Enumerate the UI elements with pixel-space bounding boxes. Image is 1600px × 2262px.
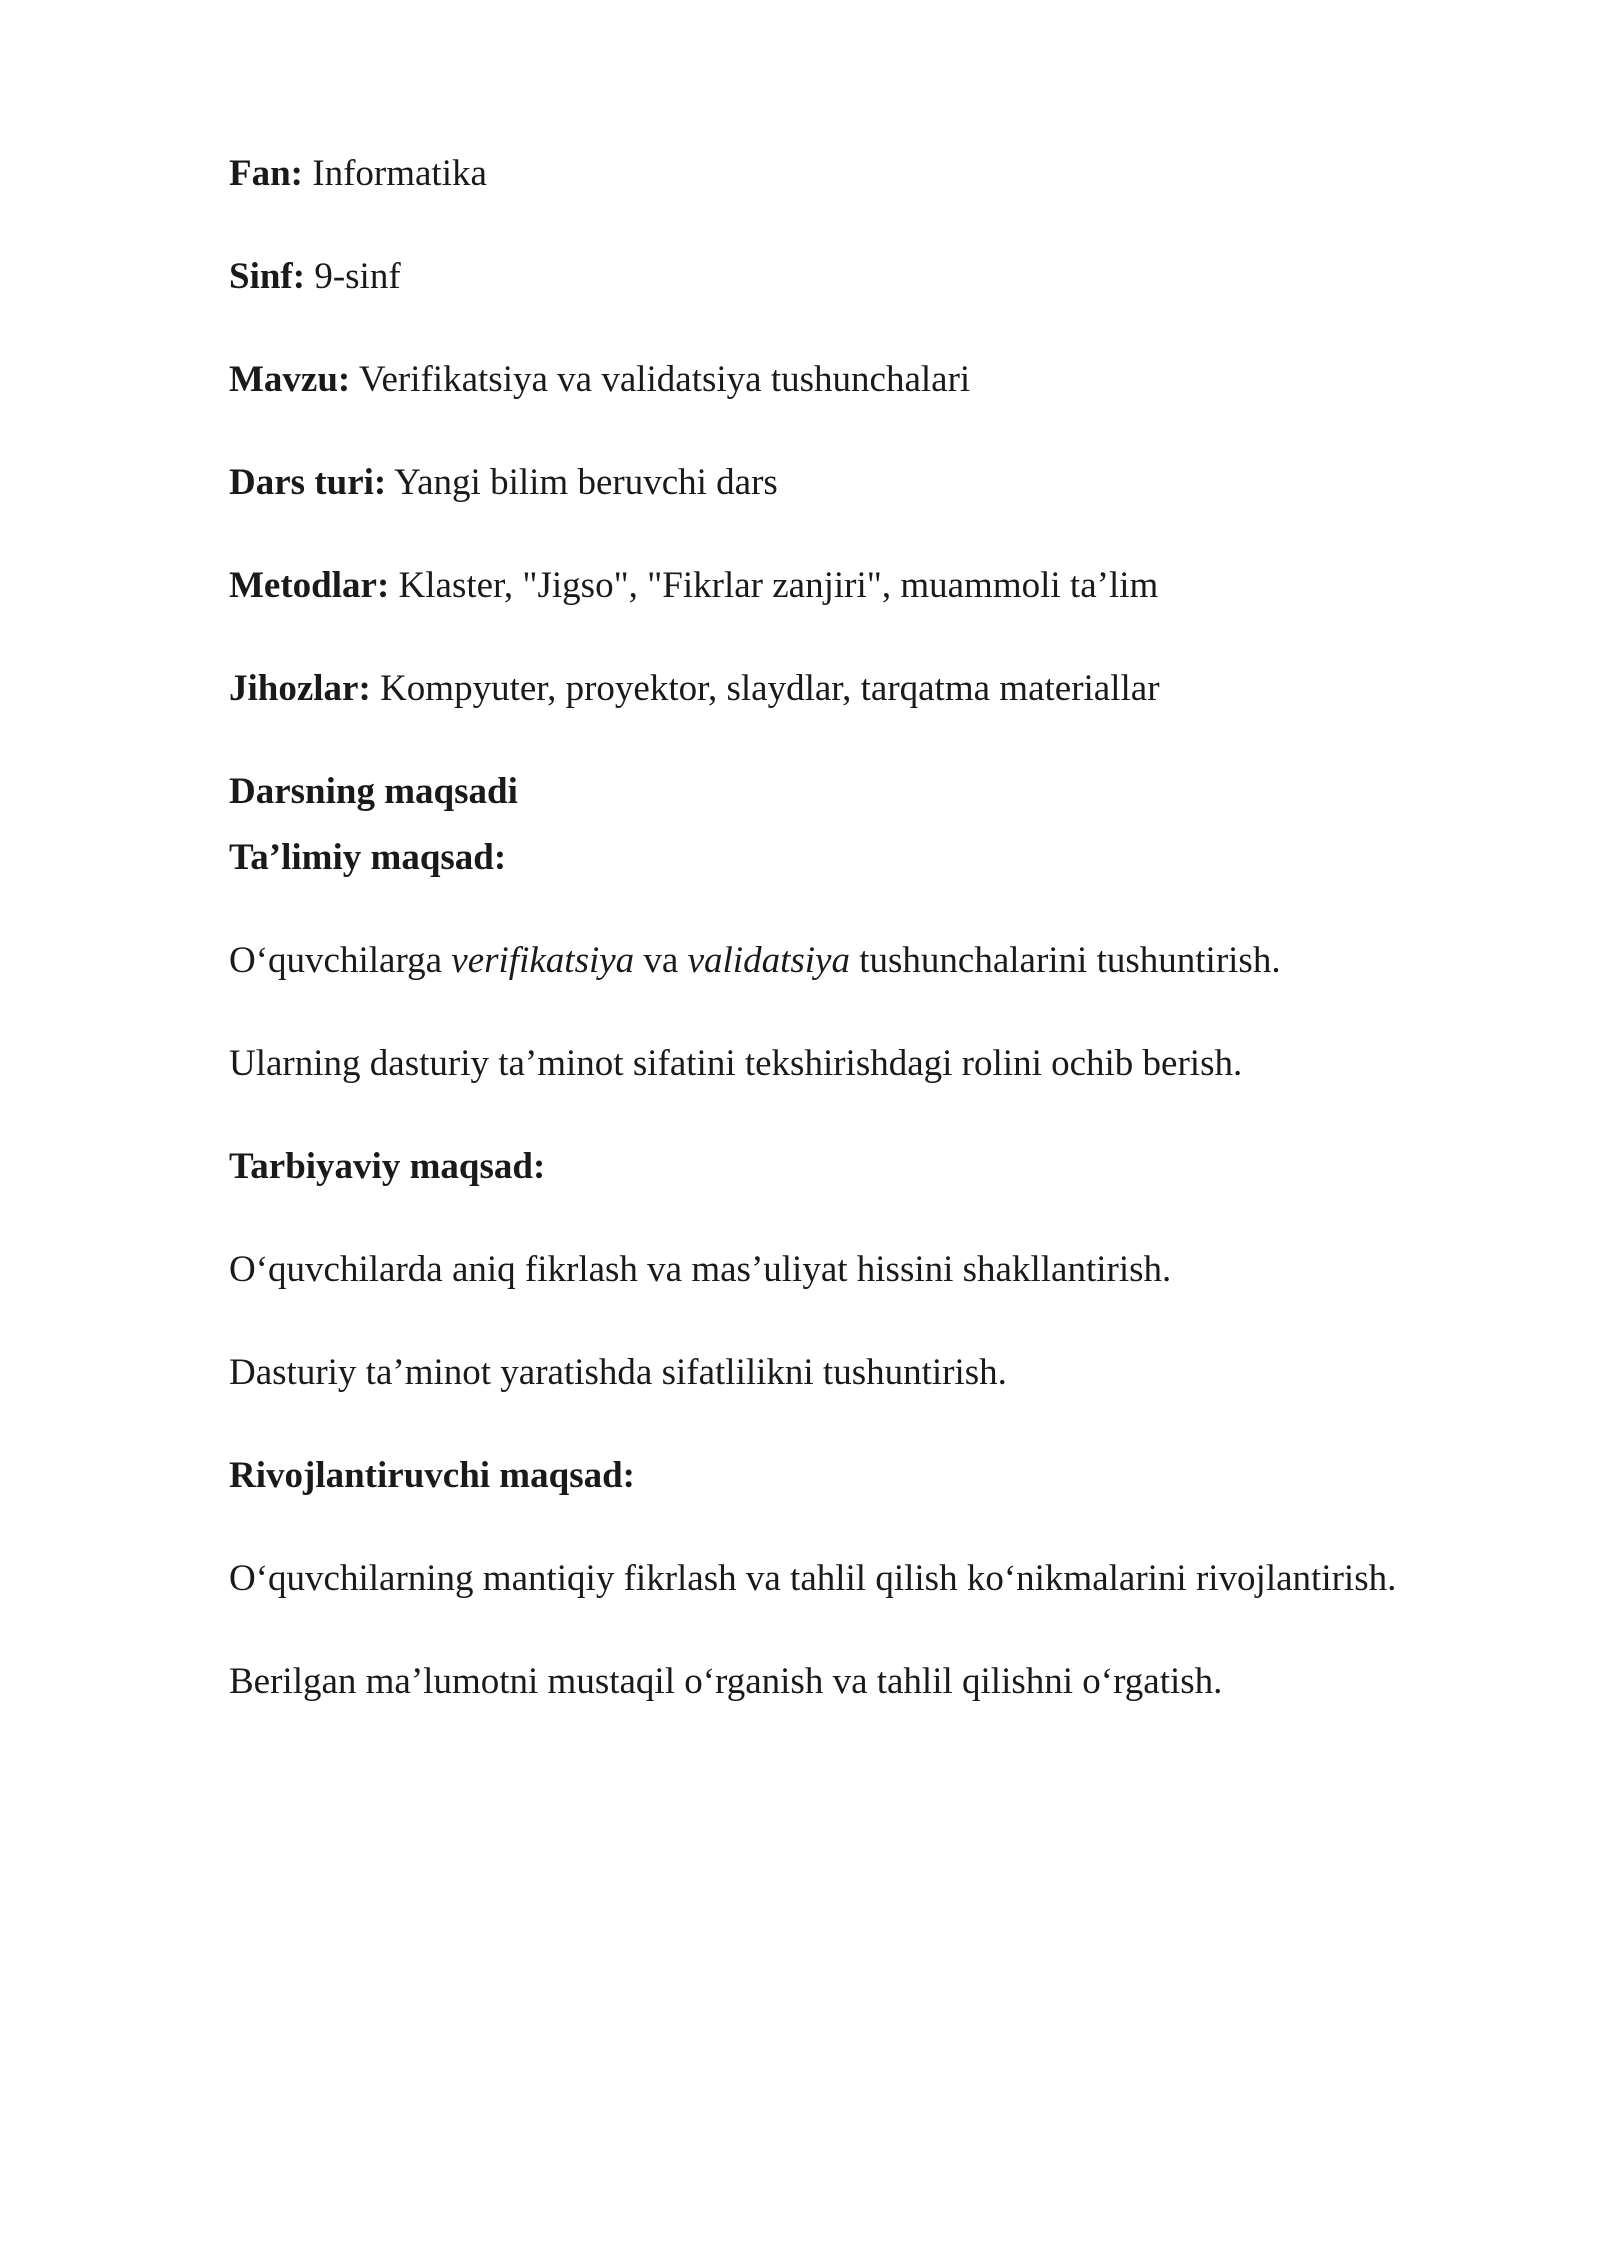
field-label: Dars turi: bbox=[229, 462, 387, 503]
rivojlantiruvchi-line-1: O‘quvchilarning mantiqiy fikrlash va tahlil qilish ko‘nikmalarini rivojlantirish. bbox=[229, 1558, 1397, 1599]
field-metodlar bbox=[229, 564, 1158, 608]
tarbiyaviy-line-2: Dasturiy ta’minot yaratishda sifatlilikni tushuntirish. bbox=[229, 1352, 1007, 1393]
talimiy-line-2: Ularning dasturiy ta’minot sifatini tekshirishdagi rolini ochib berish. bbox=[229, 1043, 1243, 1084]
field-mavzu bbox=[229, 358, 970, 402]
tarbiyaviy-line-1: O‘quvchilarda aniq fikrlash va mas’uliyat hissini shakllantirish. bbox=[229, 1249, 1172, 1290]
field-value: 9-sinf bbox=[314, 256, 401, 297]
field-dars-turi bbox=[229, 461, 778, 505]
field-label: Fan: bbox=[229, 153, 303, 194]
talimiy-line-1 bbox=[229, 939, 1281, 983]
field-value: Yangi bilim beruvchi dars bbox=[394, 462, 778, 503]
italic-term: validatsiya bbox=[687, 940, 850, 981]
text-segment: va bbox=[634, 940, 688, 981]
text-segment: O‘quvchilarga bbox=[229, 940, 452, 981]
section-title: Darsning maqsadi bbox=[229, 771, 518, 812]
rivojlantiruvchi-heading: Rivojlantiruvchi maqsad: bbox=[229, 1455, 636, 1496]
field-value: Informatika bbox=[312, 153, 487, 194]
field-fan bbox=[229, 152, 487, 196]
tarbiyaviy-heading: Tarbiyaviy maqsad: bbox=[229, 1146, 546, 1187]
field-label: Jihozlar: bbox=[229, 668, 371, 709]
field-label: Mavzu: bbox=[229, 359, 351, 400]
field-value: Kompyuter, proyektor, slaydlar, tarqatma materiallar bbox=[380, 668, 1160, 709]
text-segment: tushunchalarini tushuntirish. bbox=[849, 940, 1281, 981]
field-jihozlar bbox=[229, 667, 1160, 711]
field-label: Sinf: bbox=[229, 256, 306, 297]
field-value: Verifikatsiya va validatsiya tushunchalari bbox=[358, 359, 971, 400]
field-sinf bbox=[229, 255, 401, 299]
field-label: Metodlar: bbox=[229, 565, 390, 606]
rivojlantiruvchi-line-2: Berilgan ma’lumotni mustaqil o‘rganish va tahlil qilishni o‘rgatish. bbox=[229, 1661, 1223, 1702]
italic-term: verifikatsiya bbox=[451, 940, 635, 981]
field-value: Klaster, "Jigso", "Fikrlar zanjiri", muammoli ta’lim bbox=[398, 565, 1159, 606]
talimiy-heading: Ta’limiy maqsad: bbox=[229, 837, 507, 878]
